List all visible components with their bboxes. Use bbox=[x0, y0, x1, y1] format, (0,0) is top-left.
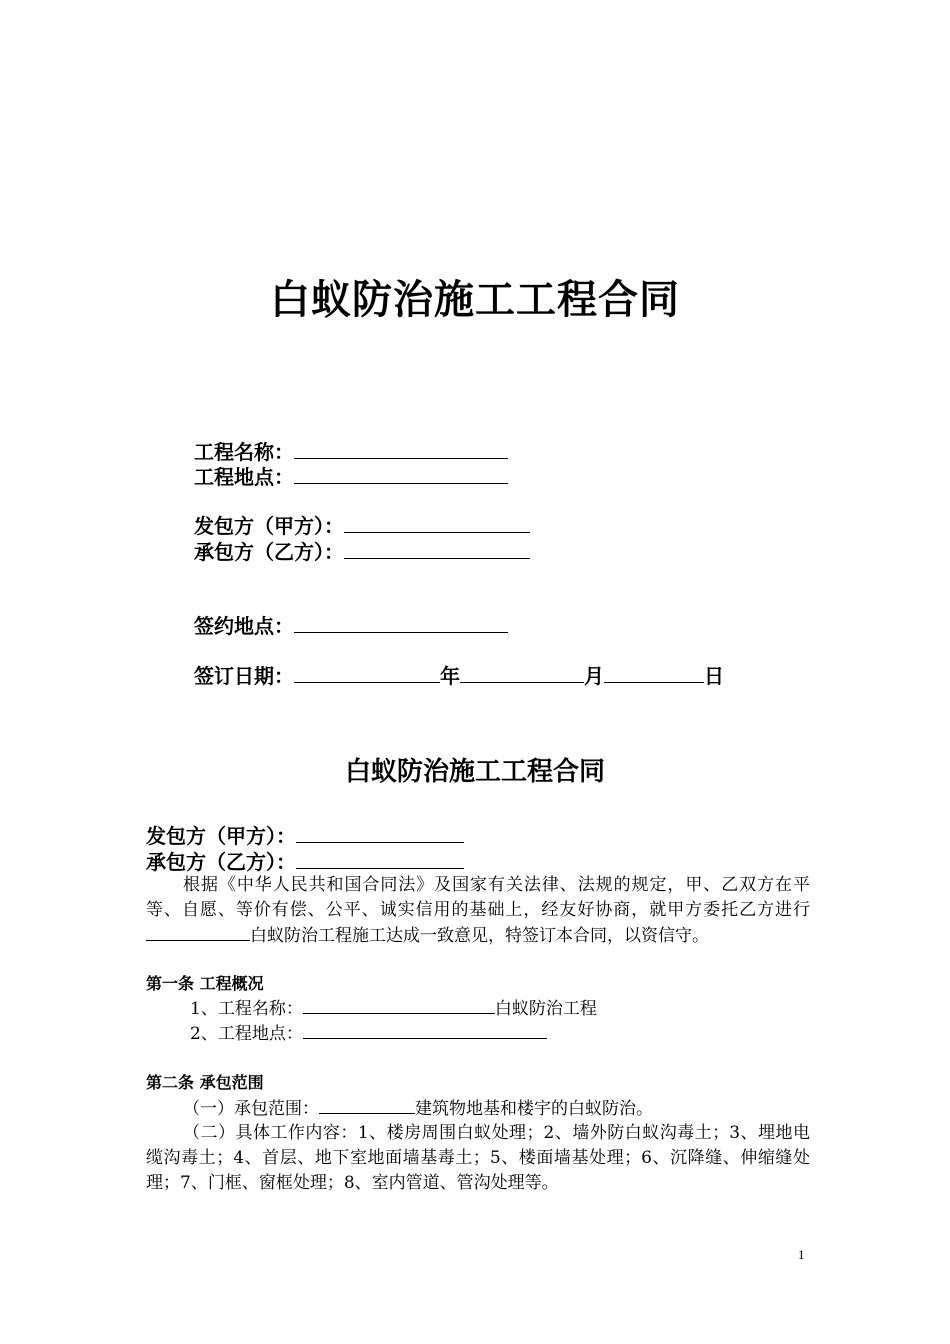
article-2-scope-label: （一）承包范围： bbox=[183, 1099, 319, 1119]
article-2-scope-suffix: 建筑物地基和楼宇的白蚁防治。 bbox=[415, 1099, 653, 1119]
article-1-item-1 bbox=[190, 996, 597, 1022]
cover-project-name-label: 工程名称： bbox=[194, 440, 294, 464]
article-2-scope bbox=[183, 1096, 653, 1122]
preamble-project-blank[interactable] bbox=[146, 923, 250, 941]
cover-project-name bbox=[194, 438, 508, 465]
party-a-blank[interactable] bbox=[296, 822, 464, 843]
article-2-heading: 第二条 承包范围 bbox=[146, 1073, 264, 1092]
cover-project-location bbox=[194, 463, 508, 490]
article-1-project-location-blank[interactable] bbox=[303, 1021, 547, 1039]
cover-signing-location bbox=[194, 612, 508, 639]
cover-signing-location-label: 签约地点： bbox=[194, 614, 294, 638]
cover-signing-date-label: 签订日期： bbox=[194, 664, 294, 688]
cover-party-a-blank[interactable] bbox=[344, 512, 530, 533]
page-number: 1 bbox=[798, 1247, 805, 1262]
cover-month-blank[interactable] bbox=[460, 662, 584, 683]
cover-signing-date bbox=[194, 662, 724, 689]
preamble-paragraph bbox=[146, 873, 810, 949]
party-b-label: 承包方（乙方）： bbox=[146, 850, 296, 874]
sub-title: 白蚁防治施工工程合同 bbox=[344, 757, 605, 787]
article-1-item-2-label: 2、工程地点： bbox=[190, 1024, 303, 1044]
article-2-scope-blank[interactable] bbox=[319, 1096, 415, 1114]
article-1-item-1-label: 1、工程名称： bbox=[190, 999, 303, 1019]
party-a-line bbox=[146, 822, 464, 849]
cover-party-b-label: 承包方（乙方）： bbox=[194, 540, 344, 564]
party-b-line bbox=[146, 848, 464, 875]
preamble-text-2: 白蚁防治工程施工达成一致意见，特签订本合同，以资信守。 bbox=[250, 926, 709, 946]
main-title: 白蚁防治施工工程合同 bbox=[270, 277, 680, 323]
cover-day-blank[interactable] bbox=[604, 662, 704, 683]
cover-party-b-blank[interactable] bbox=[344, 538, 530, 559]
cover-year-label: 年 bbox=[440, 664, 460, 688]
cover-party-a-label: 发包方（甲方）： bbox=[194, 514, 344, 538]
article-1-item-1-suffix: 白蚁防治工程 bbox=[494, 999, 597, 1019]
cover-project-name-blank[interactable] bbox=[294, 438, 508, 459]
cover-party-b bbox=[194, 538, 530, 565]
cover-party-a bbox=[194, 512, 530, 539]
preamble-text-1: 根据《中华人民共和国合同法》及国家有关法律、法规的规定，甲、乙双方在平等、自愿、等价有偿、公平、诚实信用的基础上，经友好协商，就甲方委托乙方进行 bbox=[146, 875, 810, 920]
cover-signing-location-blank[interactable] bbox=[294, 612, 508, 633]
article-1-item-2 bbox=[190, 1021, 547, 1047]
cover-day-label: 日 bbox=[704, 664, 724, 688]
cover-project-location-label: 工程地点： bbox=[194, 465, 294, 489]
article-1-project-name-blank[interactable] bbox=[303, 996, 495, 1014]
article-1-heading: 第一条 工程概况 bbox=[146, 974, 264, 993]
cover-year-blank[interactable] bbox=[294, 662, 440, 683]
article-2-work-content: （二）具体工作内容：1、楼房周围白蚁处理；2、墙外防白蚁沟毒土；3、埋地电缆沟毒土；4、首层、地下室地面墙基毒土；5、楼面墙基处理；6、沉降缝、伸缩缝处理；7、门框、窗框处理；8、室内管道、管沟处理等。 bbox=[146, 1123, 810, 1193]
cover-month-label: 月 bbox=[584, 664, 604, 688]
party-b-blank[interactable] bbox=[296, 848, 464, 869]
cover-project-location-blank[interactable] bbox=[294, 463, 508, 484]
party-a-label: 发包方（甲方）： bbox=[146, 824, 296, 848]
